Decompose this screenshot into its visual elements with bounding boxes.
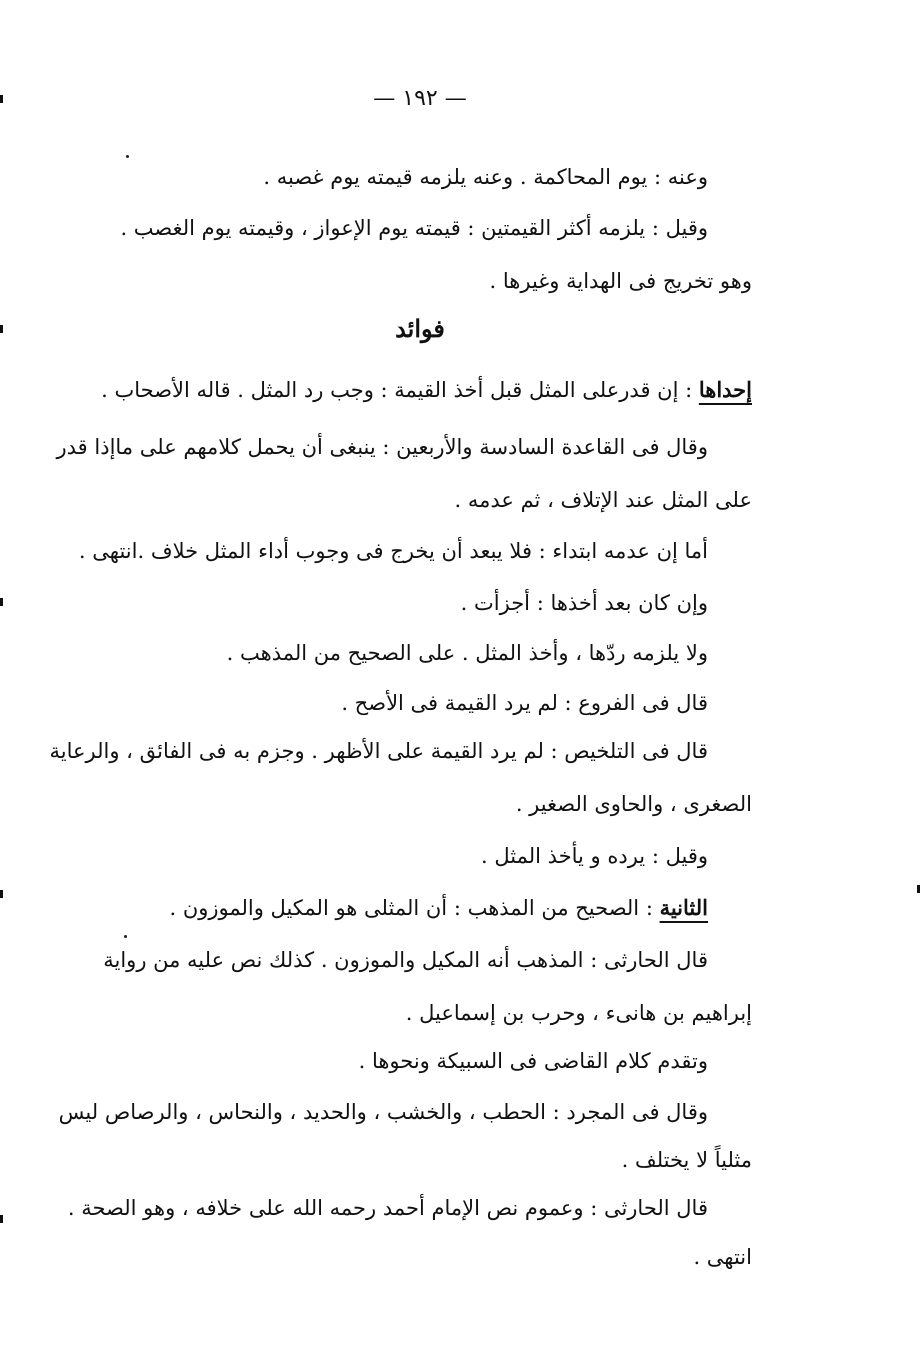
text-line-7: أما إن عدمه ابتداء : فلا يبعد أن يخرج فى وجوب أداء المثل خلاف .انتهى . [78,539,708,563]
text-line-1: وعنه : يوم المحاكمة . وعنه يلزمه قيمته يوم غصبه . [263,165,708,189]
margin-mark [0,890,3,898]
scan-speck [124,935,127,938]
point-label-first: إحداها [698,377,752,402]
text-line-19: مثلياً لا يختلف . [621,1148,752,1172]
margin-mark [0,325,3,333]
text-line-2: وقيل : يلزمه أكثر القيمتين : قيمته يوم الإعواز ، وقيمته يوم الغصب . [120,216,708,240]
margin-mark [0,95,3,103]
text-line-21: انتهى . [693,1245,752,1269]
point-label-second: الثانية [659,895,708,920]
text-line-3: وهو تخريج فى الهداية وغيرها . [489,269,752,293]
margin-mark [0,598,3,606]
text-line-8: وإن كان بعد أخذها : أجزأت . [460,591,708,615]
text-line-5: وقال فى القاعدة السادسة والأربعين : ينبغى أن يحمل كلامهم على ماإذا قدر [56,435,708,459]
scan-speck [126,155,129,158]
text-line-11: قال فى التلخيص : لم يرد القيمة على الأظهر . وجزم به فى الفائق ، والرعاية [49,739,708,763]
text-line-4 [101,375,752,405]
text-line-13: وقيل : يرده و يأخذ المثل . [480,844,708,868]
text-line-17: وتقدم كلام القاضى فى السبيكة ونحوها . [358,1049,708,1073]
text-line-10: قال فى الفروع : لم يرد القيمة فى الأصح . [341,691,708,715]
margin-mark [0,1215,3,1223]
section-heading: فوائد [395,314,445,343]
text-line-12: الصغرى ، والحاوى الصغير . [515,792,752,816]
page-number: — ١٩٢ — [373,86,467,111]
text-line-6: على المثل عند الإتلاف ، ثم عدمه . [454,488,752,512]
text-line-4-body: : إن قدرعلى المثل قبل أخذ القيمة : وجب رد المثل . قاله الأصحاب . [101,378,699,402]
text-line-14-body: : الصحيح من المذهب : أن المثلى هو المكيل والموزون . [169,896,660,920]
text-line-20: قال الحارثى : وعموم نص الإمام أحمد رحمه الله على خلافه ، وهو الصحة . [67,1196,708,1220]
text-line-14 [108,893,708,923]
text-line-16: إبراهيم بن هانىء ، وحرب بن إسماعيل . [405,1001,752,1025]
text-line-18: وقال فى المجرد : الحطب ، والخشب ، والحديد ، والنحاس ، والرصاص ليس [58,1100,708,1124]
text-line-9: ولا يلزمه ردّها ، وأخذ المثل . على الصحيح من المذهب . [226,641,708,665]
text-line-15: قال الحارثى : المذهب أنه المكيل والموزون . كذلك نص عليه من رواية [103,948,708,972]
